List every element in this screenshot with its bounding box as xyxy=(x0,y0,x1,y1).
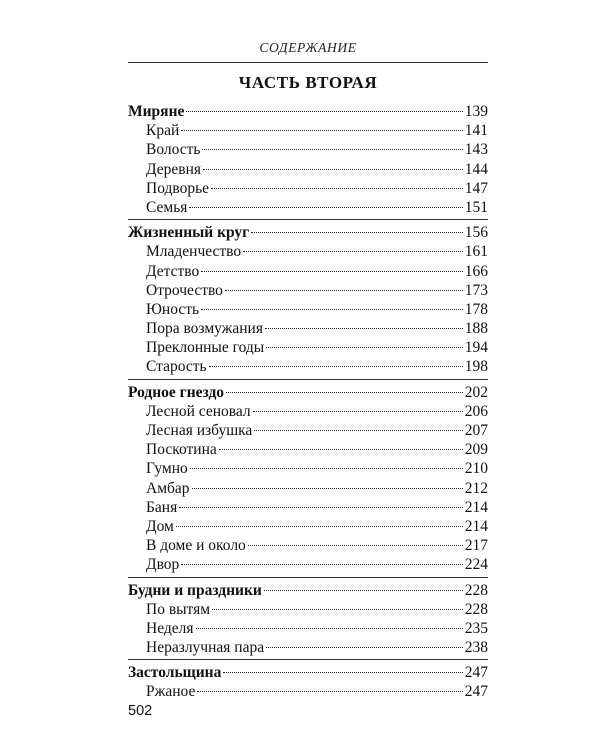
toc-section xyxy=(128,383,488,578)
toc-entry-page: 209 xyxy=(464,441,488,459)
toc-entry-page: 178 xyxy=(464,300,488,318)
toc-subchapter xyxy=(128,638,488,657)
toc-subchapter xyxy=(128,160,488,179)
toc-subchapter xyxy=(128,479,488,498)
toc-entry-title: По вытям xyxy=(146,600,211,618)
dot-leader xyxy=(190,467,463,469)
part-title: ЧАСТЬ ВТОРАЯ xyxy=(238,73,378,92)
dot-leader xyxy=(219,448,463,450)
toc-entry-title: Неделя xyxy=(146,619,194,637)
dot-leader xyxy=(203,168,463,170)
toc-section xyxy=(128,223,488,380)
toc-entry-page: 194 xyxy=(464,339,488,357)
toc-entry-page: 161 xyxy=(464,243,488,261)
toc-entry-page: 228 xyxy=(464,581,488,599)
toc-subchapter xyxy=(128,338,488,357)
toc-entry-page: 228 xyxy=(464,600,488,618)
dot-leader xyxy=(266,646,463,648)
toc-entry-title: Гумно xyxy=(146,460,188,478)
toc-entry-page: 202 xyxy=(464,383,488,401)
toc-entry-title: Преклонные годы xyxy=(146,339,265,357)
toc-entry-title: Дом xyxy=(146,517,174,535)
toc-subchapter xyxy=(128,262,488,281)
toc-entry-title: Неразлучная пара xyxy=(146,639,265,657)
toc-entry-title: Отрочество xyxy=(146,281,223,299)
toc-entry-page: 188 xyxy=(464,320,488,338)
toc-subchapter xyxy=(128,498,488,517)
toc-entry-title: Младенчество xyxy=(146,243,242,261)
toc-entry-page: 147 xyxy=(464,179,488,197)
toc-entry-page: 198 xyxy=(464,358,488,376)
toc-subchapter xyxy=(128,281,488,300)
toc-entry-title: Деревня xyxy=(146,160,202,178)
toc-subchapter xyxy=(128,536,488,555)
toc-entry-page: 217 xyxy=(464,537,488,555)
toc-subchapter xyxy=(128,517,488,536)
toc-entry-title: Старость xyxy=(146,358,207,376)
toc-chapter xyxy=(128,581,488,600)
dot-leader xyxy=(189,206,462,208)
dot-leader xyxy=(186,110,462,112)
running-head: СОДЕРЖАНИЕ xyxy=(259,40,357,55)
toc-entry-page: 141 xyxy=(464,122,488,140)
toc-entry-title: Лесной сеновал xyxy=(146,402,251,420)
toc-entry-title: Баня xyxy=(146,498,178,516)
toc-entry-page: 207 xyxy=(464,422,488,439)
dot-leader xyxy=(192,487,463,489)
toc-entry-title: Лесная избушка xyxy=(146,422,253,439)
dot-leader xyxy=(202,148,462,150)
dot-leader xyxy=(254,429,462,431)
toc-entry-title: Подворье xyxy=(146,179,210,197)
dot-leader xyxy=(264,589,463,591)
toc-entry-title: Край xyxy=(146,122,180,140)
toc-entry-title: Миряне xyxy=(128,103,185,120)
toc-section xyxy=(128,102,488,220)
dot-leader xyxy=(248,544,463,546)
toc-subchapter xyxy=(128,440,488,459)
toc-entry-page: 238 xyxy=(464,639,488,657)
toc-subchapter xyxy=(128,619,488,638)
dot-leader xyxy=(196,627,463,629)
dot-leader xyxy=(197,690,462,692)
toc-subchapter xyxy=(128,459,488,478)
toc-subchapter xyxy=(128,198,488,217)
toc-entry-title: Двор xyxy=(146,556,180,574)
dot-leader xyxy=(181,563,462,565)
dot-leader xyxy=(179,506,463,508)
dot-leader xyxy=(209,365,463,367)
toc-subchapter xyxy=(128,421,488,440)
header-rule xyxy=(128,62,488,63)
dot-leader xyxy=(253,410,463,412)
toc-entry-page: 247 xyxy=(464,683,488,701)
toc-chapter xyxy=(128,383,488,402)
toc-subchapter xyxy=(128,179,488,198)
dot-leader xyxy=(265,327,463,329)
toc-entry-page: 166 xyxy=(464,262,488,280)
toc-subchapter xyxy=(128,300,488,319)
dot-leader xyxy=(251,231,463,233)
toc-entry-title: Жизненный круг xyxy=(128,224,250,242)
toc-entry-title: Будни и праздники xyxy=(128,581,262,599)
toc-chapter xyxy=(128,663,488,682)
dot-leader xyxy=(211,187,463,189)
toc-entry-title: Поскотина xyxy=(146,441,217,459)
toc-section xyxy=(128,581,488,661)
toc-entry-title: Семья xyxy=(146,198,188,216)
toc-entry-page: 235 xyxy=(464,619,488,637)
dot-leader xyxy=(266,346,463,348)
toc-subchapter xyxy=(128,600,488,619)
toc-subchapter xyxy=(128,682,488,701)
toc-subchapter xyxy=(128,242,488,261)
dot-leader xyxy=(176,525,463,527)
toc-entry-title: Родное гнездо xyxy=(128,383,225,401)
toc-entry-title: В доме и около xyxy=(146,537,246,555)
toc-entry-page: 206 xyxy=(464,402,488,420)
dot-leader xyxy=(225,289,463,291)
toc-subchapter xyxy=(128,357,488,376)
dot-leader xyxy=(243,250,463,252)
toc-entry-page: 214 xyxy=(464,517,488,535)
dot-leader xyxy=(201,308,463,310)
toc-entry-title: Застольщина xyxy=(128,664,222,682)
dot-leader xyxy=(181,129,462,131)
toc-subchapter xyxy=(128,121,488,140)
toc-entry-page: 212 xyxy=(464,479,488,497)
toc-chapter xyxy=(128,223,488,242)
toc-entry-page: 143 xyxy=(464,141,488,159)
toc-entry-title: Ржаное xyxy=(146,683,196,701)
toc-subchapter xyxy=(128,402,488,421)
toc-entry-page: 173 xyxy=(464,281,488,299)
toc-entry-page: 247 xyxy=(464,664,488,682)
dot-leader xyxy=(212,608,463,610)
toc-section xyxy=(128,663,488,703)
toc-entry-title: Пора возмужания xyxy=(146,320,263,338)
toc-entry-page: 139 xyxy=(464,103,488,120)
toc-entry-page: 224 xyxy=(464,556,488,574)
toc-entry-page: 151 xyxy=(464,198,488,216)
toc-entry-page: 156 xyxy=(464,224,488,242)
toc-subchapter xyxy=(128,140,488,159)
toc-entry-page: 210 xyxy=(464,460,488,478)
toc-entry-title: Амбар xyxy=(146,479,190,497)
toc-subchapter xyxy=(128,319,488,338)
toc-entry-page: 214 xyxy=(464,498,488,516)
toc-chapter xyxy=(128,102,488,121)
toc-entry-page: 144 xyxy=(464,160,488,178)
dot-leader xyxy=(226,391,463,393)
toc-entry-title: Юность xyxy=(146,300,200,318)
toc-subchapter xyxy=(128,555,488,574)
toc-entry-title: Волость xyxy=(146,141,201,159)
table-of-contents xyxy=(128,102,488,707)
dot-leader xyxy=(201,270,463,272)
toc-entry-title: Детство xyxy=(146,262,200,280)
page-number: 502 xyxy=(128,703,153,719)
dot-leader xyxy=(223,671,462,673)
